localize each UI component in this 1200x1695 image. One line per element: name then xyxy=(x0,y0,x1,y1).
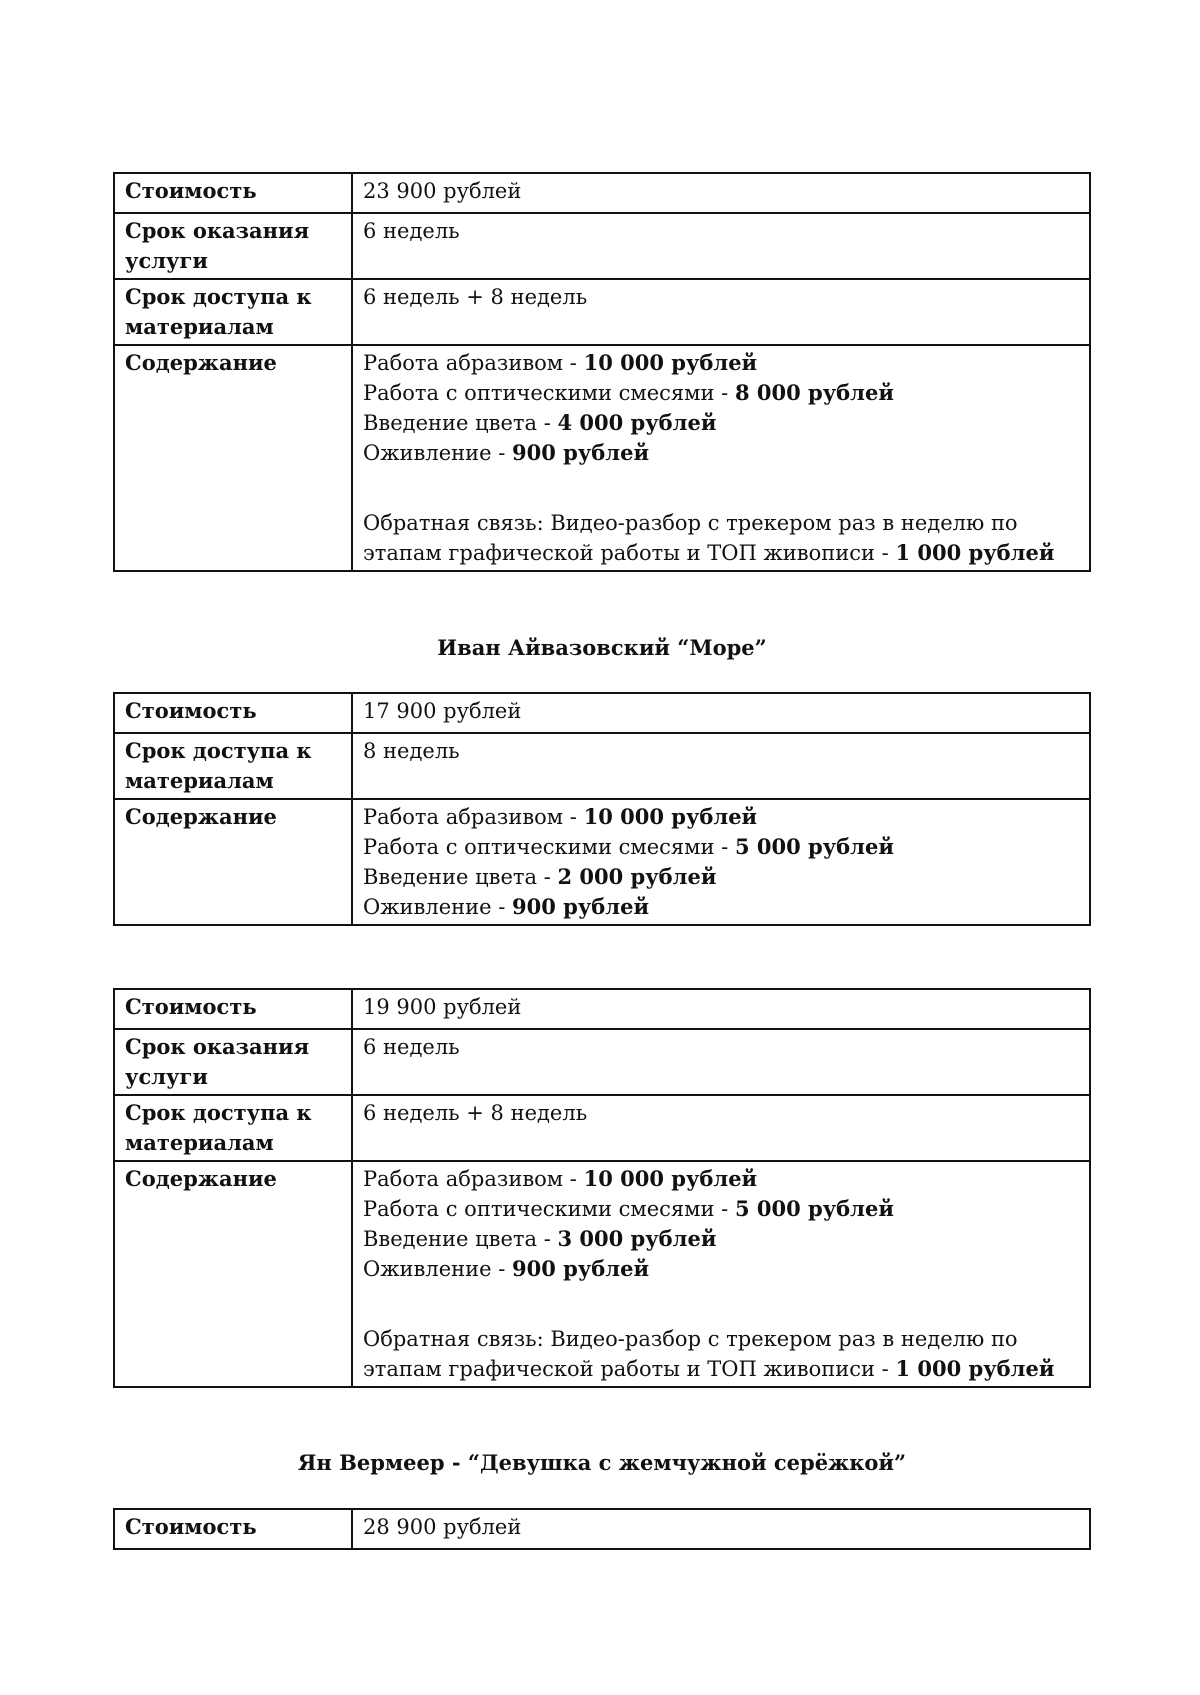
content-item: Работа с оптическими смесями - 5 000 рублей xyxy=(363,834,894,859)
content-label: Содержание xyxy=(114,799,352,925)
table-row xyxy=(114,345,1090,571)
cost-label: Стоимость xyxy=(114,693,352,733)
content-item: Оживление - 900 рублей xyxy=(363,440,650,465)
content-label: Содержание xyxy=(114,1161,352,1387)
content-label: Содержание xyxy=(114,345,352,571)
table-row xyxy=(114,1509,1090,1549)
content-item: Введение цвета - 3 000 рублей xyxy=(363,1226,717,1251)
content-item: Оживление - 900 рублей xyxy=(363,894,650,919)
duration-value: 6 недель xyxy=(352,1029,1090,1095)
content-item: Введение цвета - 2 000 рублей xyxy=(363,864,717,889)
table-row xyxy=(114,799,1090,925)
table-row xyxy=(114,173,1090,213)
price-table-2 xyxy=(113,692,1091,926)
content-item: Оживление - 900 рублей xyxy=(363,1256,650,1281)
price-table-4 xyxy=(113,1508,1091,1550)
content-value xyxy=(352,345,1090,571)
access-label: Срок доступа к материалам xyxy=(114,279,352,345)
content-item: Работа абразивом - 10 000 рублей xyxy=(363,1166,758,1191)
table-row xyxy=(114,733,1090,799)
access-label: Срок доступа к материалам xyxy=(114,733,352,799)
table-row xyxy=(114,279,1090,345)
cost-label: Стоимость xyxy=(114,989,352,1029)
table-row xyxy=(114,693,1090,733)
duration-label: Срок оказания услуги xyxy=(114,1029,352,1095)
content-item: Работа абразивом - 10 000 рублей xyxy=(363,350,758,375)
table-row xyxy=(114,989,1090,1029)
cost-value: 23 900 рублей xyxy=(352,173,1090,213)
content-item: Введение цвета - 4 000 рублей xyxy=(363,410,717,435)
feedback-item: Обратная связь: Видео-разбор с трекером раз в неделю по этапам графической работы и ТОП живописи - 1 000 рублей xyxy=(363,511,1055,565)
duration-value: 6 недель xyxy=(352,213,1090,279)
cost-value: 17 900 рублей xyxy=(352,693,1090,733)
section-heading-aivazovsky: Иван Айвазовский “Море” xyxy=(437,635,767,660)
access-value: 6 недель + 8 недель xyxy=(352,279,1090,345)
content-item: Работа с оптическими смесями - 8 000 рублей xyxy=(363,380,894,405)
access-value: 6 недель + 8 недель xyxy=(352,1095,1090,1161)
access-value: 8 недель xyxy=(352,733,1090,799)
spacer xyxy=(363,468,1079,508)
table-row xyxy=(114,1095,1090,1161)
price-table-3 xyxy=(113,988,1091,1388)
cost-label: Стоимость xyxy=(114,1509,352,1549)
content-item: Работа с оптическими смесями - 5 000 рублей xyxy=(363,1196,894,1221)
spacer xyxy=(363,1284,1079,1324)
access-label: Срок доступа к материалам xyxy=(114,1095,352,1161)
duration-label: Срок оказания услуги xyxy=(114,213,352,279)
content-value xyxy=(352,799,1090,925)
content-value xyxy=(352,1161,1090,1387)
price-table-1 xyxy=(113,172,1091,572)
feedback-item: Обратная связь: Видео-разбор с трекером раз в неделю по этапам графической работы и ТОП живописи - 1 000 рублей xyxy=(363,1327,1055,1381)
content-item: Работа абразивом - 10 000 рублей xyxy=(363,804,758,829)
table-row xyxy=(114,213,1090,279)
table-row xyxy=(114,1161,1090,1387)
cost-value: 28 900 рублей xyxy=(352,1509,1090,1549)
cost-value: 19 900 рублей xyxy=(352,989,1090,1029)
section-heading-vermeer: Ян Вермеер - “Девушка с жемчужной серёжкой” xyxy=(297,1450,907,1475)
table-row xyxy=(114,1029,1090,1095)
cost-label: Стоимость xyxy=(114,173,352,213)
